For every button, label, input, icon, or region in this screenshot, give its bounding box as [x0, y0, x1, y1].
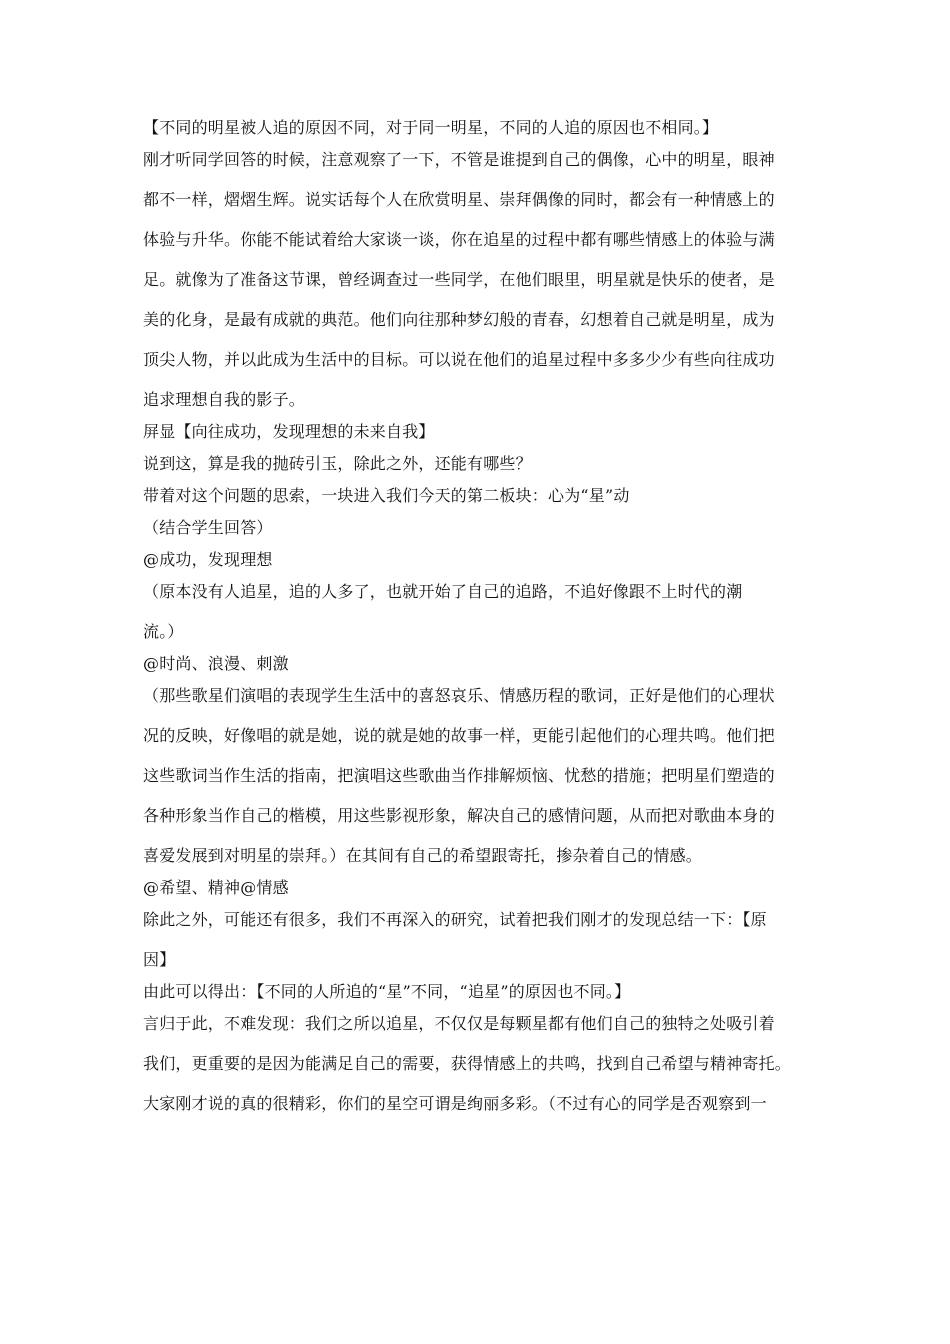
text-line: 带着对这个问题的思索，一块进入我们今天的第二板块：心为“星”动 [143, 486, 630, 505]
text-line: 说到这，算是我的抛砖引玉，除此之外，还能有哪些？ [143, 454, 532, 473]
text-line: （结合学生回答） [143, 518, 273, 537]
text-line: 流。） [143, 622, 184, 641]
text-line: 这些歌词当作生活的指南，把演唱这些歌曲当作排解烦恼、忧愁的措施；把明星们塑造的 [143, 766, 775, 785]
text-line: 体验与升华。你能不能试着给大家谈一谈，你在追星的过程中都有哪些情感上的体验与满 [143, 230, 775, 249]
text-line: 追求理想自我的影子。 [143, 390, 306, 409]
text-line: 屏显【向往成功，发现理想的未来自我】 [143, 422, 435, 441]
text-line: 除此之外，可能还有很多，我们不再深入的研究，试着把我们刚才的发现总结一下：【原 [143, 910, 767, 929]
text-line: 都不一样，熠熠生辉。说实话每个人在欣赏明星、崇拜偶像的同时，都会有一种情感上的 [143, 190, 775, 209]
text-line: （那些歌星们演唱的表现学生生活中的喜怒哀乐、情感历程的歌词，正好是他们的心理状 [143, 686, 775, 705]
text-line: 言归于此，不难发现：我们之所以追星，不仅仅是每颗星都有他们自己的独特之处吸引着 [143, 1014, 775, 1033]
text-line: 喜爱发展到对明星的崇拜。）在其间有自己的希望跟寄托，掺杂着自己的情感。 [143, 846, 703, 865]
text-line: （原本没有人追星，追的人多了，也就开始了自己的追路，不追好像跟不上时代的潮 [143, 582, 743, 601]
text-line: 我们，更重要的是因为能满足自己的需要，获得情感上的共鸣，找到自己希望与精神寄托。 [143, 1054, 792, 1073]
text-line: 况的反映，好像唱的就是她，说的就是她的故事一样，更能引起他们的心理共鸣。他们把 [143, 726, 775, 745]
document-page [143, 118, 810, 1114]
text-line: @时尚、浪漫、刺激 [143, 654, 289, 673]
text-line: 【不同的明星被人追的原因不同，对于同一明星，不同的人追的原因也不相同。】 [143, 118, 719, 137]
text-line: 因】 [143, 950, 176, 969]
text-line: 美的化身，是最有成就的典范。他们向往那种梦幻般的青春，幻想着自己就是明星，成为 [143, 310, 775, 329]
text-line: 由此可以得出：【不同的人所追的“星”不同，“追星”的原因也不同。】 [143, 982, 631, 1001]
text-line: 刚才听同学回答的时候，注意观察了一下，不管是谁提到自己的偶像，心中的明星，眼神 [143, 150, 775, 169]
text-line: 足。就像为了准备这节课，曾经调查过一些同学，在他们眼里，明星就是快乐的使者，是 [143, 270, 775, 289]
text-line: @希望、精神@情感 [143, 878, 289, 897]
text-line: 大家刚才说的真的很精彩，你们的星空可谓是绚丽多彩。（不过有心的同学是否观察到一 [143, 1094, 767, 1113]
text-line: 各种形象当作自己的楷模，用这些影视形象，解决自己的感情问题，从而把对歌曲本身的 [143, 806, 775, 825]
text-line: @成功，发现理想 [143, 550, 273, 569]
text-line: 顶尖人物，并以此成为生活中的目标。可以说在他们的追星过程中多多少少有些向往成功 [143, 350, 775, 369]
